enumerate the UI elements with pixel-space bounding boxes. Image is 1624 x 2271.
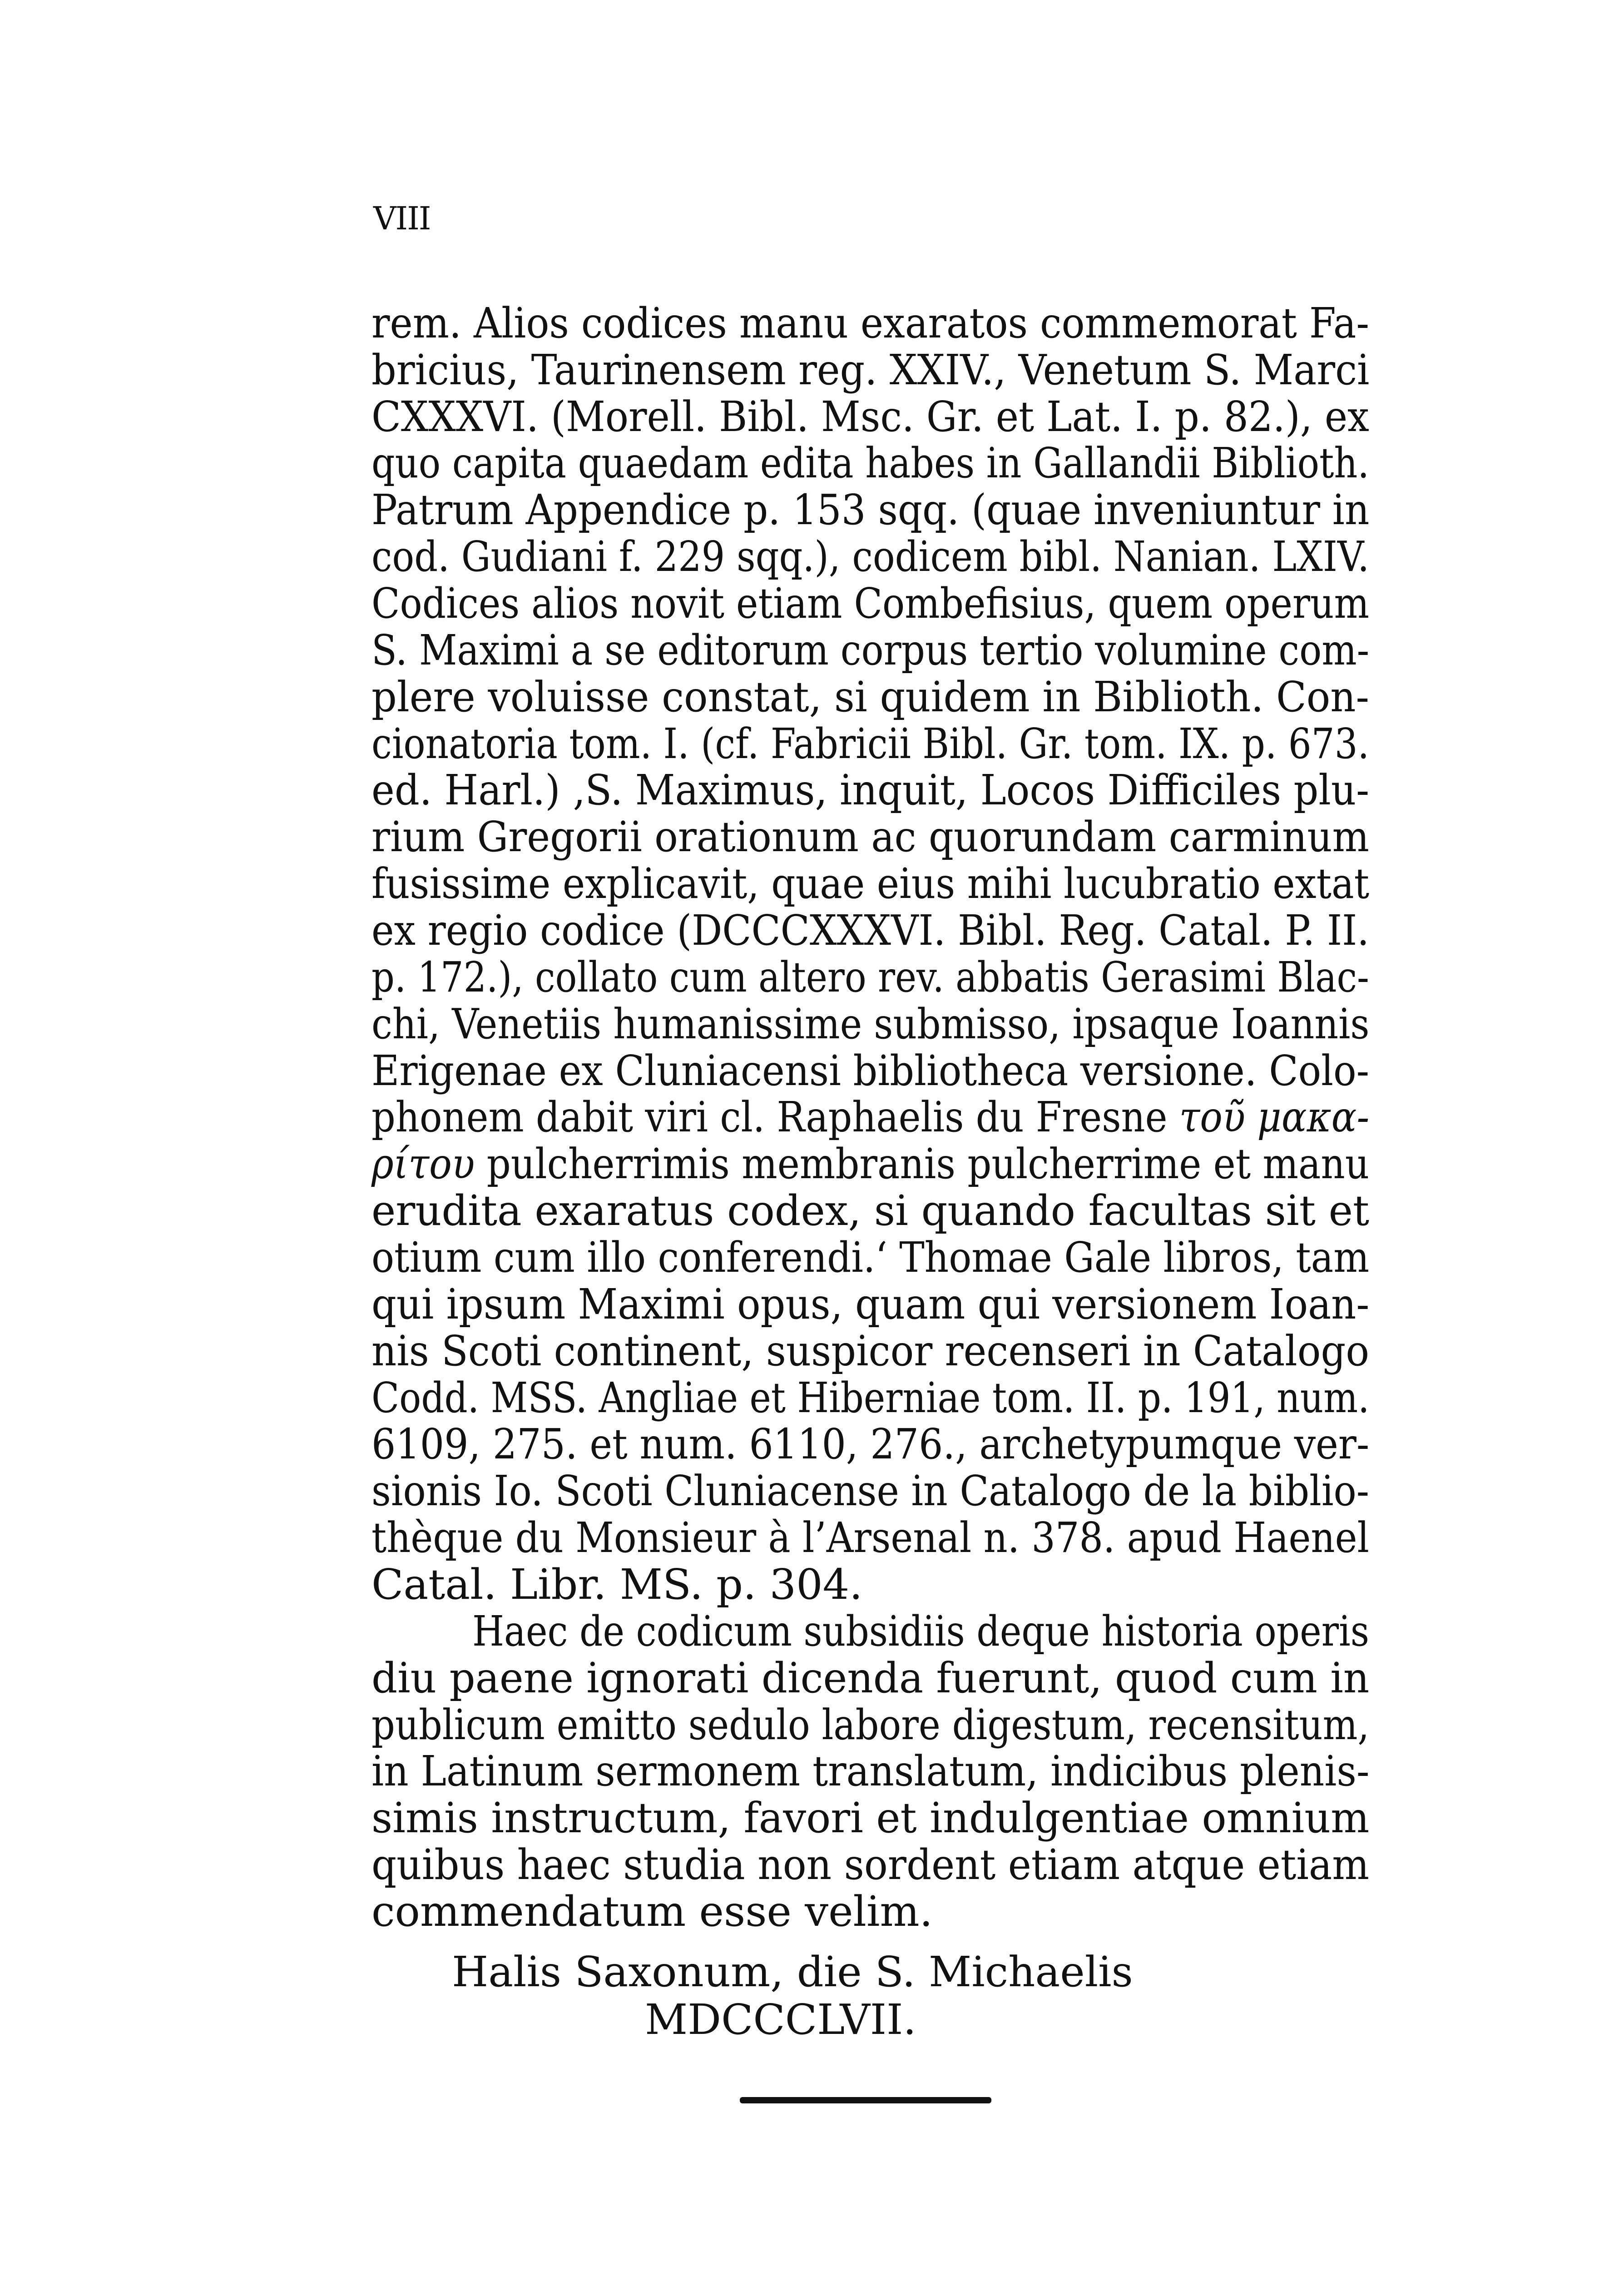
end-rule	[740, 2097, 991, 2103]
text-line: ed. Harl.) ‚S. Maximus, inquit, Locos Difficiles plu-	[371, 766, 1370, 814]
text-line: Haec de codicum subsidiis deque historia operis	[472, 1607, 1369, 1656]
text-line: rium Gregorii orationum ac quorundam carminum	[371, 813, 1370, 861]
text-line: in Latinum sermonem translatum, indicibus plenis-	[371, 1747, 1370, 1795]
greek-text: ρίτου	[371, 1140, 475, 1188]
text-line: Codd. MSS. Angliae et Hiberniae tom. II. p. 191, num.	[371, 1374, 1370, 1422]
text-line: p. 172.), collato cum altero rev. abbatis Gerasimi Blac-	[371, 953, 1369, 1002]
text-line: thèque du Monsieur à l’Arsenal n. 378. apud Haenel	[371, 1513, 1369, 1562]
text-line: Catal. Libr. MS. p. 304.	[371, 1560, 863, 1609]
text-line: rem. Alios codices manu exaratos commemorat Fa-	[371, 299, 1370, 347]
signature-year: MDCCCLVII.	[645, 1995, 916, 2044]
text-line: fusissime explicavit, quae eius mihi lucubratio extat	[371, 859, 1370, 908]
text-line: nis Scoti continent, suspicor recenseri in Catalogo	[371, 1327, 1369, 1375]
text-line: commendatum esse velim.	[371, 1887, 933, 1936]
signature-place: Halis Saxonum, die S. Michaelis	[452, 1948, 1133, 1996]
text-segment: pulcherrimis membranis pulcherrime et manu	[486, 1140, 1370, 1188]
text-line: Patrum Appendice p. 153 sqq. (quae inveniuntur in	[371, 486, 1370, 534]
text-line: quo capita quaedam edita habes in Gallandii Biblioth.	[371, 439, 1370, 487]
text-line: sionis Io. Scoti Cluniacense in Catalogo de la biblio-	[371, 1467, 1370, 1515]
text-line: diu paene ignorati dicenda fuerunt, quod cum in	[371, 1654, 1370, 1702]
text-line: Codices alios novit etiam Combefisius, quem operum	[371, 579, 1369, 628]
text-line: cionatoria tom. I. (cf. Fabricii Bibl. Gr. tom. IX. p. 673.	[371, 719, 1370, 768]
text-line: cod. Gudiani f. 229 sqq.), codicem bibl. Nanian. LXIV.	[371, 532, 1370, 581]
text-line: Erigenae ex Cluniacensi bibliotheca versione. Colo-	[371, 1046, 1369, 1095]
text-line: CXXXVI. (Morell. Bibl. Msc. Gr. et Lat. I. p. 82.), ex	[371, 392, 1369, 441]
text-line: bricius, Taurinensem reg. XXIV., Venetum S. Marci	[371, 346, 1370, 394]
text-line	[371, 1140, 1369, 1187]
text-line: ex regio codice (DCCCXXXVI. Bibl. Reg. Catal. P. II.	[371, 906, 1369, 955]
text-line: S. Maximi a se editorum corpus tertio volumine com-	[371, 626, 1370, 674]
text-line: chi, Venetiis humanissime submisso, ipsaque Ioannis	[371, 1000, 1370, 1048]
greek-text: τοῦ μακα-	[1179, 1093, 1370, 1141]
text-line: qui ipsum Maximi opus, quam qui versionem Ioan-	[371, 1280, 1370, 1329]
text-line: quibus haec studia non sordent etiam atque etiam	[371, 1840, 1370, 1889]
page-number: VIII	[373, 200, 431, 237]
text-line: 6109, 275. et num. 6110, 276., archetypumque ver-	[371, 1420, 1370, 1468]
text-line: erudita exaratus codex, si quando facultas sit et	[371, 1186, 1370, 1235]
text-line: publicum emitto sedulo labore digestum, recensitum,	[371, 1701, 1370, 1749]
text-segment: phonem dabit viri cl. Raphaelis du Fresne	[371, 1093, 1168, 1141]
text-line: simis instructum, favori et indulgentiae omnium	[371, 1794, 1370, 1842]
text-line: plere voluisse constat, si quidem in Biblioth. Con-	[371, 673, 1369, 721]
text-line: otium cum illo conferendi.‘ Thomae Gale libros, tam	[371, 1233, 1370, 1282]
text-line	[371, 1094, 1369, 1140]
